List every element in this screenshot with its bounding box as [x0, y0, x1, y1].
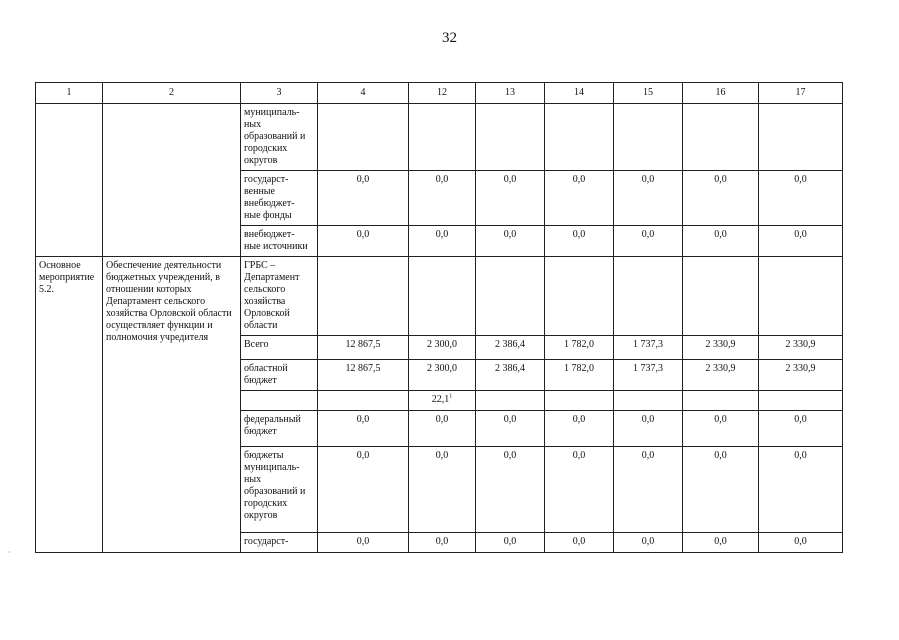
budget-table: [35, 82, 843, 553]
value-cell: [614, 336, 683, 360]
value-cell: [759, 447, 843, 533]
value-text: 0,0: [503, 414, 517, 425]
funding-source-cell: [241, 391, 318, 411]
value-text: 12 867,5: [345, 339, 381, 350]
value-cell: [614, 360, 683, 391]
value-text: 0,0: [572, 450, 586, 461]
value-cell: [409, 447, 476, 533]
value-cell: 0,0: [318, 171, 409, 226]
value-cell: [318, 533, 409, 553]
value-cell: [759, 533, 843, 553]
value-cell: [545, 411, 614, 447]
value-cell: [683, 391, 759, 411]
header-cell: 12: [409, 83, 476, 104]
value-cell: [545, 447, 614, 533]
header-cell: 14: [545, 83, 614, 104]
value-text: 0,0: [641, 450, 655, 461]
value-text: 0,0: [714, 450, 727, 461]
value-cell: [476, 336, 545, 360]
value-text: 12 867,5: [345, 363, 381, 374]
value-cell: [683, 257, 759, 336]
value-cell: [759, 411, 843, 447]
value-cell: [409, 336, 476, 360]
value-text: 0,0: [714, 536, 727, 547]
value-cell: 0,0: [683, 226, 759, 257]
value-cell: [683, 447, 759, 533]
value-cell: [318, 411, 409, 447]
scan-speck: ·: [8, 548, 11, 557]
value-text: 0,0: [356, 536, 370, 547]
value-cell: 0,0: [545, 171, 614, 226]
header-cell: 16: [683, 83, 759, 104]
value-cell: [545, 104, 614, 171]
funding-source-cell: бюджеты муниципаль- ных образований и городских округов: [241, 447, 318, 533]
value-cell: [476, 360, 545, 391]
value-text: 2 386,4: [495, 363, 525, 374]
value-cell: [614, 533, 683, 553]
value-cell: 0,0: [476, 226, 545, 257]
value-cell: [318, 257, 409, 336]
value-cell: [683, 104, 759, 171]
value-text: 0,0: [503, 536, 517, 547]
value-cell: 0,0: [409, 171, 476, 226]
value-cell: [759, 391, 843, 411]
table-body: [36, 83, 843, 553]
page-number: 32: [442, 30, 457, 46]
value-text: 2 300,0: [427, 339, 457, 350]
value-cell: [545, 360, 614, 391]
header-cell: 13: [476, 83, 545, 104]
value-text: 0,0: [641, 536, 655, 547]
value-text: 2 386,4: [495, 339, 525, 350]
empty-col2-cell: [103, 104, 241, 257]
empty-col1-cell: [36, 104, 103, 257]
value-cell: [614, 391, 683, 411]
value-cell: [318, 447, 409, 533]
header-cell: 4: [318, 83, 409, 104]
value-cell: [409, 391, 476, 411]
value-cell: [683, 411, 759, 447]
value-cell: [476, 447, 545, 533]
value-cell: [409, 360, 476, 391]
value-cell: [683, 336, 759, 360]
value-cell: 0,0: [614, 226, 683, 257]
value-cell: 0,0: [759, 171, 843, 226]
value-text: 0,0: [641, 414, 655, 425]
value-text: 1 782,0: [564, 363, 594, 374]
funding-source-cell: областной бюджет: [241, 360, 318, 391]
value-cell: [614, 257, 683, 336]
value-cell: [545, 257, 614, 336]
value-cell: [545, 391, 614, 411]
value-text: 0,0: [794, 536, 807, 547]
value-cell: [759, 257, 843, 336]
header-row: [36, 83, 843, 104]
value-text: 0,0: [435, 536, 449, 547]
value-cell: 0,0: [476, 171, 545, 226]
funding-source-cell: внебюджет- ные источники: [241, 226, 318, 257]
value-cell: [476, 104, 545, 171]
header-cell: 3: [241, 83, 318, 104]
footnote-mark: 1: [449, 393, 453, 400]
value-text: 1 782,0: [564, 339, 594, 350]
value-cell: [476, 533, 545, 553]
value-cell: [759, 104, 843, 171]
value-cell: [476, 257, 545, 336]
value-cell: [318, 104, 409, 171]
value-cell: [614, 411, 683, 447]
funding-source-cell: муниципаль- ных образований и городских округов: [241, 104, 318, 171]
value-cell: [409, 411, 476, 447]
value-cell: [318, 360, 409, 391]
funding-source-cell: Всего: [241, 336, 318, 360]
value-cell: [614, 447, 683, 533]
value-cell: [545, 533, 614, 553]
value-text: 2 330,9: [705, 339, 736, 350]
value-text: 1 737,3: [633, 339, 663, 350]
value-cell: [409, 257, 476, 336]
value-cell: [476, 411, 545, 447]
value-text: 0,0: [503, 450, 517, 461]
header-cell: 17: [759, 83, 843, 104]
value-text: 2 330,9: [705, 363, 736, 374]
table-row: [36, 257, 843, 336]
value-cell: 0,0: [614, 171, 683, 226]
value-text: 0,0: [435, 450, 449, 461]
value-cell: [759, 336, 843, 360]
value-cell: [409, 533, 476, 553]
value-cell: [409, 104, 476, 171]
value-text: 0,0: [435, 414, 449, 425]
measure-number-cell: Основное мероприятие 5.2.: [36, 257, 103, 553]
value-cell: [476, 391, 545, 411]
value-cell: [683, 533, 759, 553]
value-cell: [318, 336, 409, 360]
funding-source-cell: государст- венные внебюджет- ные фонды: [241, 171, 318, 226]
value-text: 0,0: [356, 414, 370, 425]
header-cell: 1: [36, 83, 103, 104]
value-text: 2 300,0: [427, 363, 457, 374]
value-text: 0,0: [794, 450, 807, 461]
value-cell: 0,0: [409, 226, 476, 257]
table-row: [36, 104, 843, 171]
value-cell: [318, 391, 409, 411]
funding-source-cell: государст-: [241, 533, 318, 553]
value-cell: [759, 360, 843, 391]
value-text: 0,0: [794, 414, 807, 425]
value-cell: 0,0: [545, 226, 614, 257]
value-text: 0,0: [714, 414, 727, 425]
header-cell: 15: [614, 83, 683, 104]
value-text: 0,0: [572, 414, 586, 425]
value-cell: 0,0: [759, 226, 843, 257]
value-text: 22,1: [431, 394, 450, 405]
value-cell: 0,0: [318, 226, 409, 257]
value-text: 0,0: [356, 450, 370, 461]
value-text: 1 737,3: [633, 363, 663, 374]
value-text: 0,0: [572, 536, 586, 547]
value-cell: [614, 104, 683, 171]
value-text: 2 330,9: [785, 363, 816, 374]
value-cell: [545, 336, 614, 360]
value-cell: [683, 360, 759, 391]
header-cell: 2: [103, 83, 241, 104]
funding-source-cell: ГРБС – Департамент сельского хозяйства Орловской области: [241, 257, 318, 336]
measure-description-cell: Обеспечение деятельности бюджетных учреждений, в отношении которых Департамент сельского хозяйства Орловской области осуществляет функции и полномочия учредителя: [103, 257, 241, 553]
value-text: 2 330,9: [785, 339, 816, 350]
value-cell: 0,0: [683, 171, 759, 226]
funding-source-cell: федеральный бюджет: [241, 411, 318, 447]
